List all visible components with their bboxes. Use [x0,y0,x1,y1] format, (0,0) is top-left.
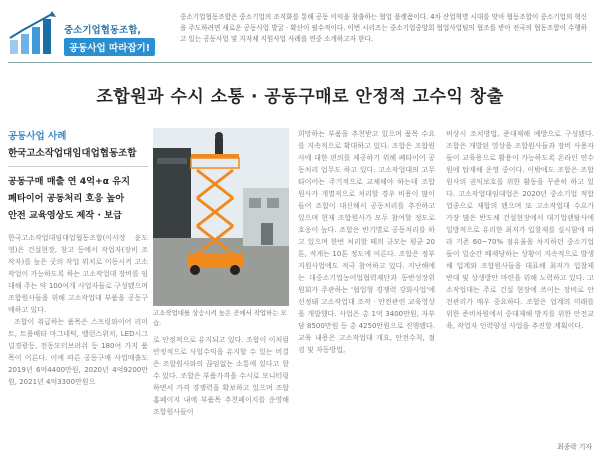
subhead-2: 폐타이어 공동처리 호응 높아 [8,193,125,204]
series-banner [8,10,168,58]
subhead-3: 안전 교육영상도 제작 · 보급 [8,210,122,221]
series-intro: 중소기업협동조합은 중소기업의 조직화를 통해 공동 이익을 창출하는 협업 플랫폼이다. 4차 산업혁명 시대를 맞아 협동조합이 중소기업의 혁신을 주도하려면 새로운 공동사업 발굴 · 확산이 필수적이다. 이번 시리즈는 중소기업중앙회 협업사업팀의 협조를 받아 전국의 협동조합이 수행하고 있는 공동사업 및 지자체 지원사업 사례를 연중 소개하고자 한다. [180,13,588,43]
body-paragraph: 희망하는 부품을 추천받고 있으며 품목 수요를 지속적으로 확대하고 있다. 조합은 조합원사에 대한 편의를 제공하기 위해 폐타이어 공동처리 업무도 하고 있다. 고소작업대의 고무타이어는 주기적으로 교체해야 하는데 조합원사가 개별적으로 처리할 경우 비용이 많이 들어 조합이 대신해서 공동처리를 추진하고 있으며 현재 조합원사가 모두 참여할 정도로 호응이 높다. 조합은 반기별로 공동처리를 하고 있으며 한번 처리할 때의 규모는 평균 20톤, 적게는 10톤 정도에 이른다. 조합은 정부지원사업에도 적극 참여하고 있다. 지난해에는 대중소기업농어업협력재단과 동반성장위원회가 주관하는 '협업형 경쟁력 강화사업'에 선정돼 고소작업대 조작 · 안전관련 교육영상을 개발했다. 사업은 총 1억 3400만원, 자부담 8500만원 등 총 4250만원으로 진행됐다. 교육 내용은 고소작업대 개요, 안전수칙, 점검 및 자동방법, [298,130,435,354]
column-3 [298,128,435,356]
subhead-divider [8,166,148,167]
growth-chart-icon [8,10,60,56]
body-paragraph: 조합이 취급하는 품목은 스프링와이어 리미트, 트롤베타 마그네틱, 밸런스위치, LED시그널경광등, 전동모터브러쉬 등 180여 가지 품목이 이른다. 이에 따른 공동구매 사업매출도 2019년 6억4400만원, 2020년 4억9200만원, 2021년 4억3300만원으 [8,318,148,386]
article-photo [153,128,289,306]
column-1 [8,128,148,388]
author-byline: 최종락 기자 [557,443,592,451]
company-name: 한국고소작업대임대업협동조합 [8,148,137,159]
body-paragraph: 한국고소작업대임대업협동조합(이사장 윤도영)은 건설현장, 창고 등에서 작업자(장비 조작자)를 높은 곳의 작업 위치로 이동시켜 고소작업이 가능하도록 하는 고소작업대 장비를 임대해 주는 약 100여개 사업자들로 구성됐으며 조합원사들을 위해 고소작업대 부품을 공동구매하고 있다. [8,234,148,314]
header-divider [8,62,592,63]
body-paragraph: 비상시 조치방법, 준대재해 예방으로 구성됐다. 조합은 개발된 영상을 조합원사들과 장비 사용자들이 교육용으로 활용이 가능하도록 온라인 연수원에 탑재해 운영 중이다. 이밖에도 조합은 조합원사의 권익보호를 위한 활동을 꾸준히 하고 있다. 고소작업대임대업은 2020년 중소기업 적합업종으로 재합의 됐으며 또 고소작업대 수요가 가장 많은 반도체 건설현장에서 대기업랜탈사에 일방적으로 유리한 최저가 입찰제를 실시함에 따라 기존 60~70% 점유율을 차지하던 중소기업들이 일순간 배제당하는 상황이 지속적으로 발생해 입계와 조합원사들을 대표해 최저가 입찰제 반대 및 상생방안 마련을 위해 노력하고 있다. 고소작업대는 주로 건설 현장에 쓰이는 장비로 안전관리가 매우 중요하다. 조합은 업계의 미래를 위한 준비차원에서 중대재해 방지를 위한 안전교육, 작업자 인력양성 사업을 추진할 계획이다. [446,130,594,330]
photo-caption: 고소작업대를 상승시켜 높은 곳에서 작업하는 모습. [153,309,287,327]
column-2 [153,334,289,418]
column-4 [446,128,594,332]
scissor-lift-photo [153,128,289,306]
subhead-1: 공동구매 매출 연 4억+α 유지 [8,176,130,187]
banner-subtitle: 공동사업 따라잡기! [64,38,155,56]
section-tag: 공동사업 사례 [8,131,67,142]
banner-title: 중소기업협동조합, [64,25,142,36]
body-paragraph: 로 안정적으로 유지되고 있다. 조합이 이처럼 안정적으로 사업수익을 유지할 수 있는 비결은 조합원사와의 끊임없는 소통에 있다고 할 수 있다. 조합은 부품가격을 수시로 모니터링하면서 가격 경쟁력을 확보하고 있으며 조합 홈페이지 내에 부품목 추천페이지를 운영해 조합원사들이 [153,336,289,416]
headline: 조합원과 수시 소통 · 공동구매로 안정적 고수익 창출 [96,87,504,107]
